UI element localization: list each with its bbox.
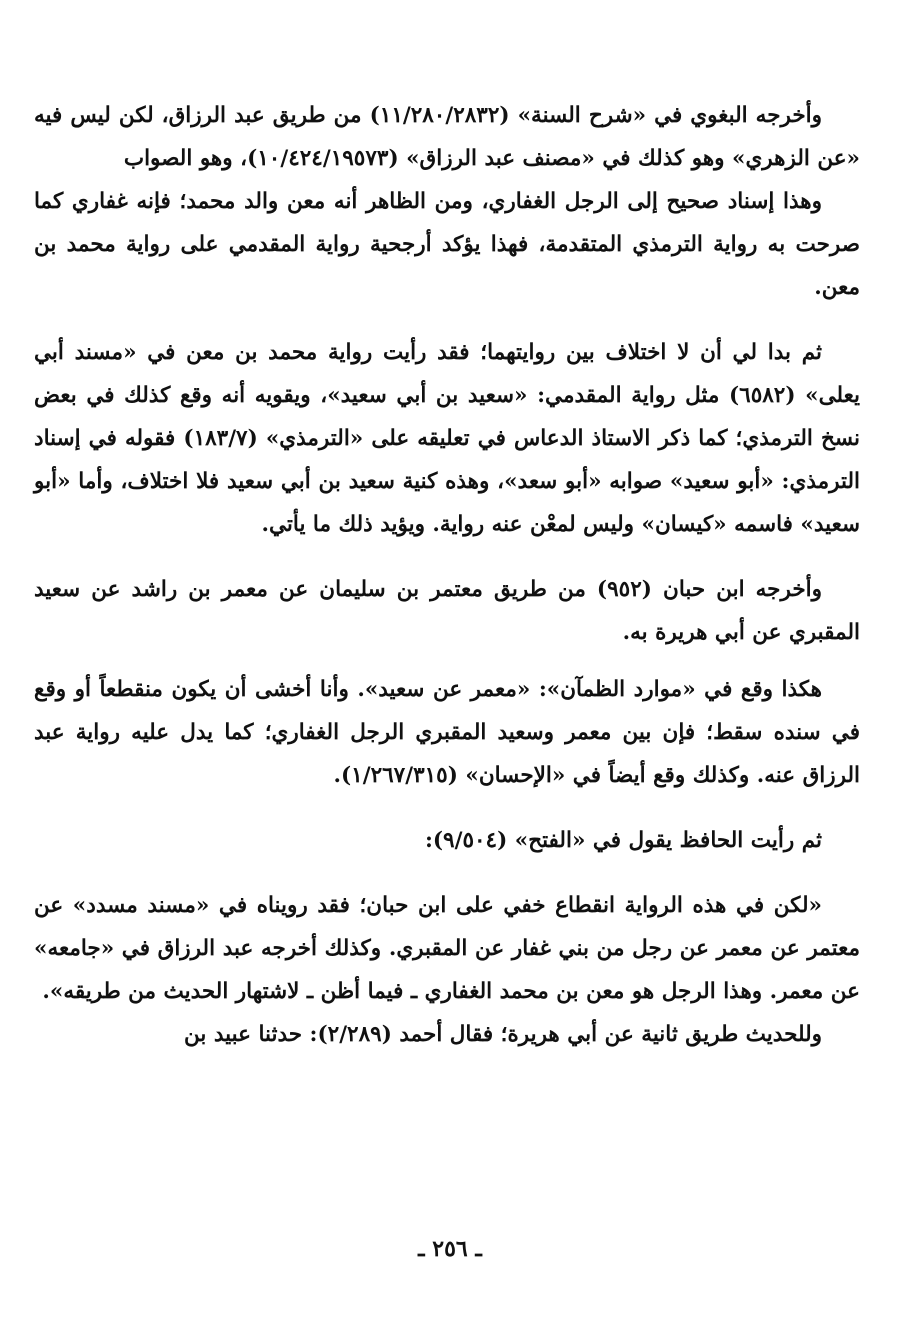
page-body-text <box>34 94 860 1056</box>
paragraph-second-tariq: وللحديث طريق ثانية عن أبي هريرة؛ فقال أحمد (٢/٢٨٩): حدثنا عبيد بن <box>184 1022 822 1047</box>
paragraph-quote-inqita: «لكن في هذه الرواية انقطاع خفي على ابن حبان؛ فقد رويناه في «مسند مسدد» عن معتمر عن معمر عن رجل من بني غفار عن المقبري. وكذلك أخرجه عبد الرزاق في «جامعه» عن معمر. وهذا الرجل هو معن بن محمد الغفاري ـ فيما أظن ـ لاشتهار الحديث من طريقه». <box>34 893 860 1004</box>
paragraph-ibn-hibban: وأخرجه ابن حبان (٩٥٢) من طريق معتمر بن سليمان عن معمر بن راشد عن سعيد المقبري عن أبي هريرة به. <box>34 577 860 645</box>
paragraph-isnad-sahih: وهذا إسناد صحيح إلى الرجل الغفاري، ومن الظاهر أنه معن والد محمد؛ فإنه غفاري كما صرحت به رواية الترمذي المتقدمة، فهذا يؤكد أرجحية رواية المقدمي على رواية محمد بن معن. <box>34 189 860 300</box>
paragraph-no-ikhtilaf: ثم بدا لي أن لا اختلاف بين روايتهما؛ فقد رأيت رواية محمد بن معن في «مسند أبي يعلى» (٦٥٨٢) مثل رواية المقدمي: «سعيد بن أبي سعيد»، ويقويه أنه وقع كذلك في بعض نسخ الترمذي؛ كما ذكر الاستاذ الدعاس في تعليقه على «الترمذي» (١٨٣/٧) فقوله في إسناد الترمذي: «أبو سعيد» صوابه «أبو سعد»، وهذه كنية سعيد بن أبي سعيد فلا اختلاف، وأما «أبو سعيد» فاسمه «كيسان» وليس لمعْن عنه رواية. ويؤيد ذلك ما يأتي. <box>34 340 860 537</box>
paragraph-baghawi-takhrij: وأخرجه البغوي في «شرح السنة» (١١/٢٨٠/٢٨٣٢) من طريق عبد الرزاق، لكن ليس فيه «عن الزهري» وهو كذلك في «مصنف عبد الرزاق» (١٠/٤٢٤/١٩٥٧٣)، وهو الصواب <box>34 103 860 171</box>
page-number: ـ ٢٥٦ ـ <box>418 1236 482 1262</box>
paragraph-mawarid-al-zaman: هكذا وقع في «موارد الظمآن»: «معمر عن سعيد». وأنا أخشى أن يكون منقطعاً أو وقع في سنده سقط؛ فإن بين معمر وسعيد المقبري الرجل الغفاري؛ كما يدل عليه رواية عبد الرزاق عنه. وكذلك وقع أيضاً في «الإحسان» (١/٢٦٧/٣١٥). <box>34 677 860 788</box>
paragraph-hafiz-fath: ثم رأيت الحافظ يقول في «الفتح» (٩/٥٠٤): <box>424 828 822 853</box>
